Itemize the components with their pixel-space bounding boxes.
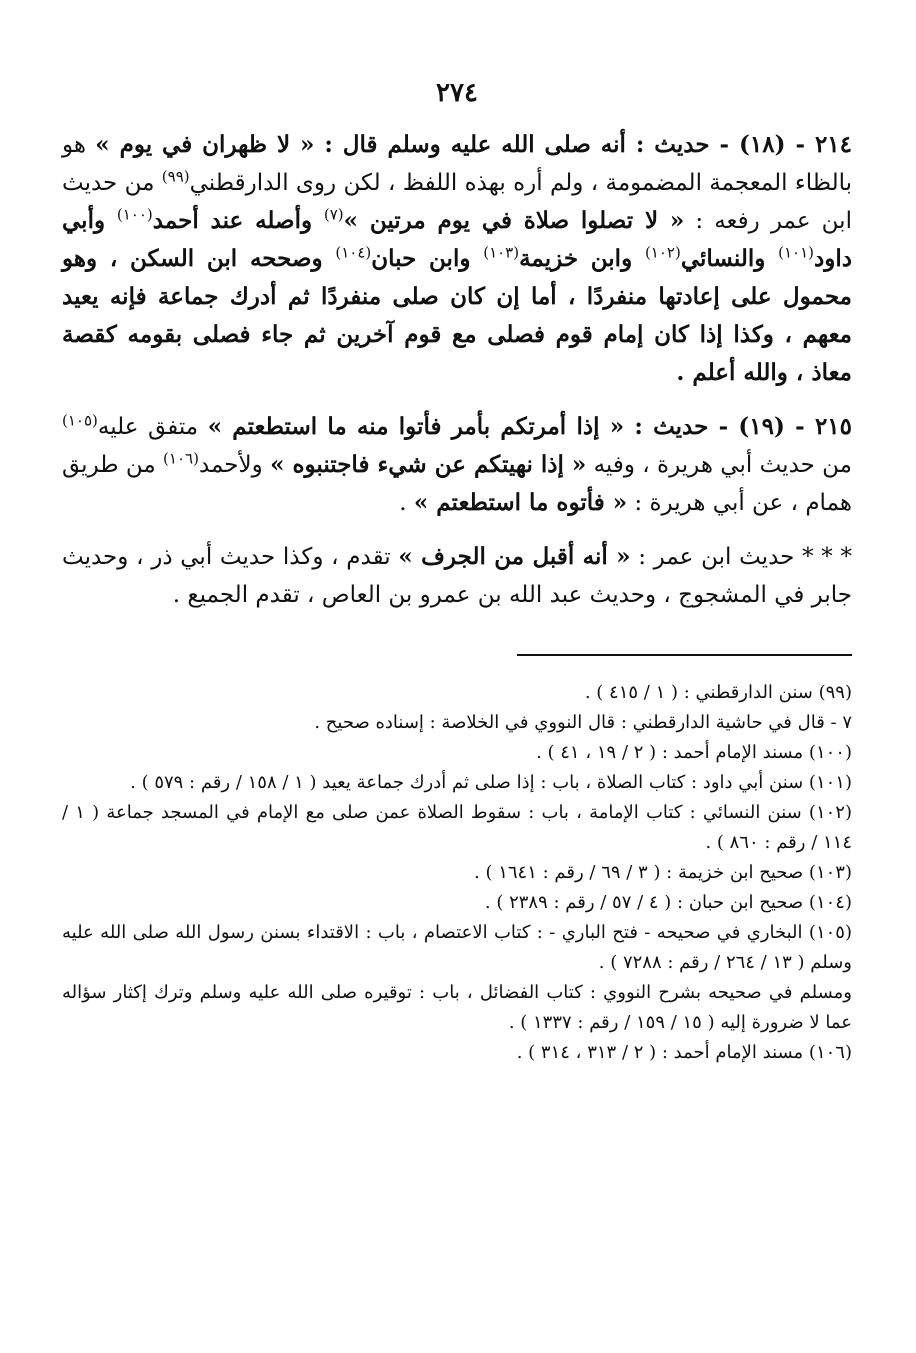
- text-segment: * * * حديث ابن عمر :: [630, 544, 852, 570]
- cross-reference-paragraph: [62, 538, 852, 614]
- footnotes: [62, 678, 852, 1068]
- hadith-heading: ٢١٥ - (١٩) - حديث : « إذا أمرتكم بأمر فأتوا منه ما استطعتم »: [207, 413, 852, 440]
- page-number: ٢٧٤: [436, 78, 478, 108]
- footnote-105: (١٠٥) البخاري في صحيحه - فتح الباري - : كتاب الاعتصام ، باب : الاقتداء بسنن رسول الله صلى الله عليه وسلم ( ١٣ / ٢٦٤ / رقم : ٧٢٨٨ ) .: [62, 922, 852, 973]
- text-segment: وابن حبان: [371, 245, 484, 272]
- footnote-ref: (١٠٢): [644, 243, 681, 262]
- footnote-7: ٧ - قال في حاشية الدارقطني : قال النووي في الخلاصة : إسناده صحيح .: [314, 712, 852, 733]
- footnote-ref: (١٠٤): [335, 243, 372, 262]
- hadith-quote: « فأتوه ما استطعتم »: [413, 489, 628, 516]
- footnote-104: (١٠٤) صحيح ابن حبان : ( ٤ / ٥٧ / رقم : ٢٣٨٩ ) .: [484, 892, 852, 913]
- hadith-quote: « أنه أقبل من الجرف »: [398, 543, 631, 570]
- footnote-102: (١٠٢) سنن النسائي : كتاب الإمامة ، باب : سقوط الصلاة عمن صلى مع الإمام في المسجد جماعة ( ١ / ١١٤ / رقم : ٨٦٠ ) .: [62, 802, 852, 853]
- text-segment: وابن خزيمة: [519, 245, 645, 272]
- book-page: [62, 78, 852, 1068]
- footnote-103: (١٠٣) صحيح ابن خزيمة : ( ٣ / ٦٩ / رقم : ١٦٤١ ) .: [474, 862, 852, 883]
- footnote-101: (١٠١) سنن أبي داود : كتاب الصلاة ، باب : إذا صلى ثم أدرك جماعة يعيد ( ١ / ١٥٨ / رقم : ٥٧٩ ) .: [130, 772, 852, 793]
- text-segment: من حديث أبي هريرة ، وفيه: [586, 452, 853, 478]
- footnote-99: (٩٩) سنن الدارقطني : ( ١ / ٤١٥ ) .: [584, 682, 852, 703]
- hadith-quote: « إذا نهيتكم عن شيء فاجتنبوه »: [270, 451, 587, 478]
- footnote-ref: (٧): [323, 205, 344, 224]
- footnote-ref: (١٠٦): [163, 449, 199, 468]
- footnote-ref: (١٠١): [778, 243, 815, 262]
- hadith-quote: « لا تصلوا صلاة في يوم مرتين »: [343, 207, 685, 234]
- hadith-paragraph-214: [62, 126, 852, 392]
- footnote-divider: [517, 654, 852, 656]
- text-segment: هو بالظاء المعجمة المضمومة ، ولم أره بهذه اللفظ ، لكن روى الدارقطني: [62, 132, 853, 196]
- text-segment: من حديث ابن عمر رفعه :: [62, 170, 852, 234]
- text-segment: .: [399, 490, 414, 516]
- hadith-heading: ٢١٤ - (١٨) - حديث : أنه صلى الله عليه وسلم قال : « لا ظهران في يوم »: [95, 131, 853, 158]
- footnote-ref: (١٠٥): [62, 411, 98, 430]
- text-segment: وصححه ابن السكن ، وهو محمول على إعادتها منفردًا ، أما إن كان صلى منفردًا ثم أدرك جماعة فإنه يعيد معهم ، وكذا إذا كان إمام قوم فصلى مع قوم آخرين ثم جاء فصلى بقومه كقصة معاذ ، والله أعلم .: [62, 245, 852, 386]
- text-segment: من طريق همام ، عن أبي هريرة :: [62, 452, 852, 516]
- text-segment: وأصله عند أحمد: [152, 207, 324, 234]
- footnote-ref: (١٠٣): [483, 243, 520, 262]
- hadith-paragraph-215: [62, 408, 852, 522]
- text-segment: ولأحمد: [198, 452, 271, 478]
- footnote-106: (١٠٦) مسند الإمام أحمد : ( ٢ / ٣١٣ ، ٣١٤ ) .: [516, 1042, 852, 1063]
- footnote-ref: (٩٩): [161, 167, 190, 186]
- text-segment: متفق عليه: [97, 414, 208, 440]
- text-segment: وأبي داود: [62, 207, 852, 272]
- footnote-ref: (١٠٠): [116, 205, 153, 224]
- text-segment: تقدم ، وكذا حديث أبي ذر ، وحديث جابر في المشجوج ، وحديث عبد الله بن عمرو بن العاص ، تقدم الجميع .: [62, 544, 852, 608]
- text-segment: والنسائي: [680, 245, 779, 272]
- footnote-105-continued: ومسلم في صحيحه بشرح النووي : كتاب الفضائل ، باب : توقيره صلى الله عليه وسلم وترك إكثار سؤاله عما لا ضرورة إليه ( ١٥ / ١٥٩ / رقم : ١٣٣٧ ) .: [62, 982, 852, 1033]
- footnote-100: (١٠٠) مسند الإمام أحمد : ( ٢ / ١٩ ، ٤١ ) .: [536, 742, 852, 763]
